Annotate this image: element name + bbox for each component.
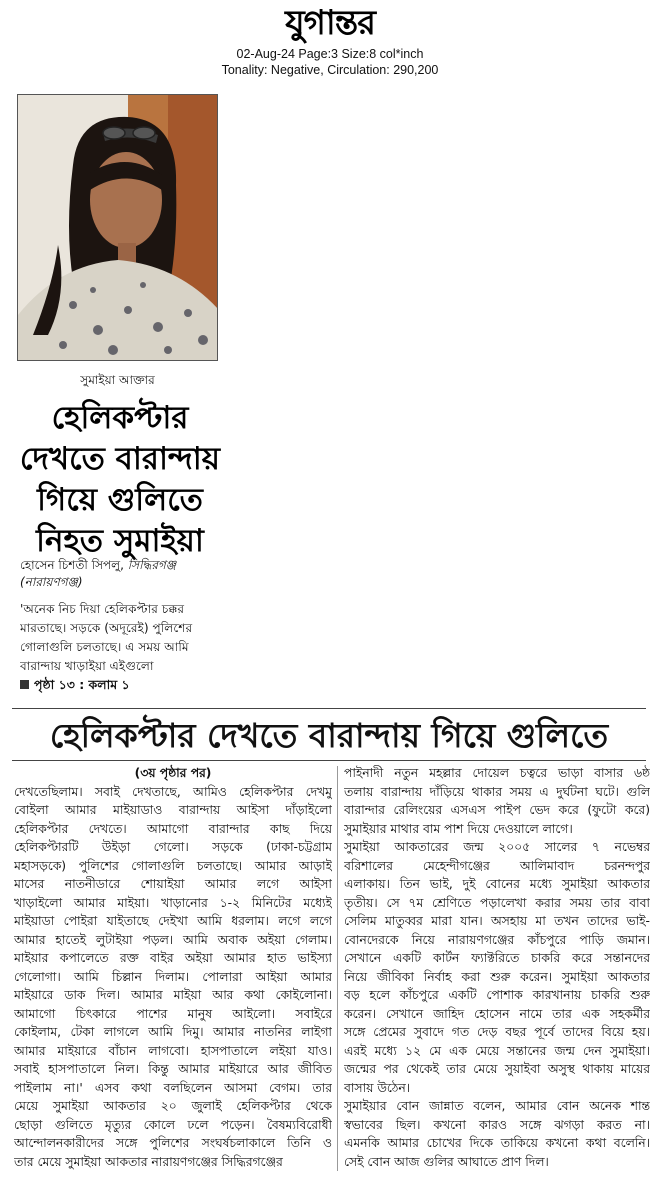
article-line: করেন। সেখানে জাহিদ হোসেন নামে তার এক সহকর্মীর bbox=[344, 1006, 650, 1021]
article-line: গেলোগা। আমি চিল্লান দিলাম। পোলারা আইয়া আমার bbox=[14, 969, 332, 984]
article-line: তলায় বারান্দায় দাঁড়িয়ে থাকার সময় এ দুর্ঘটনা ঘটে। গুলি bbox=[344, 784, 650, 799]
right-column-text bbox=[344, 764, 650, 1171]
article-line: খাড়াইলো আমার মাইয়া। খাড়ানোর ১-২ মিনিটের মধ্যেই bbox=[14, 895, 332, 910]
article-line: পাইনাদী নতুন মহল্লার দোয়েল চত্বরে ভাড়া বাসার ৬ষ্ঠ bbox=[344, 766, 650, 780]
front-headline-line: হেলিকপ্টার bbox=[51, 400, 189, 436]
article-line: তৃতীয়। সে ৭ম শ্রেণিতে পড়ালেখা করার সময় তার বাবা bbox=[344, 895, 650, 910]
photo-caption: সুমাইয়া আক্তার bbox=[80, 373, 155, 387]
teaser-line: বারান্দায় খাড়াইয়া এইগুলো bbox=[20, 659, 154, 673]
article-line: পাইলাম না।' এসব কথা বলছিলেন আসমা বেগম। তার bbox=[14, 1080, 332, 1095]
article-line: সুমাইয়ার মাথার বাম পাশ দিয়ে দেওয়ালে লাগে। bbox=[344, 821, 573, 836]
article-column-right bbox=[344, 764, 650, 1171]
section-divider-top bbox=[12, 708, 646, 709]
article-line: আমার মাইয়ারে বাঁচান লাগবো। হাসপাতালে লইয়া যাও। bbox=[14, 1043, 332, 1058]
clipping-meta-date-page: 02-Aug-24 Page:3 Size:8 col*inch bbox=[236, 47, 424, 61]
column-divider bbox=[337, 766, 338, 1171]
teaser-text bbox=[20, 600, 220, 676]
article-line: আন্দোলনকারীদের সঙ্গে পুলিশের সংঘর্ষচলাকালে তিনি ও bbox=[14, 1136, 332, 1150]
article-line: বাসায় উঠেন। bbox=[344, 1080, 411, 1095]
article-line: মাইয়াডা পোইরা যাইতাছে দেইখা আমি ধরলাম। লগে লগে bbox=[14, 914, 332, 928]
jump-reference bbox=[20, 677, 220, 697]
front-headline bbox=[17, 398, 223, 562]
square-bullet-icon bbox=[20, 680, 29, 689]
article-line: সেখানে একটি কার্টন ফ্যাক্টরিতে চাকরি করে সন্তানদের bbox=[344, 951, 650, 965]
article-line: মহাসড়কে) পুলিশের গোলাগুলি চলতাছে। আমার আড়াই bbox=[14, 858, 332, 873]
article-line: ছোড়া গুলিতে মৃত্যুর কোলে ঢলে পড়েন। বৈষম্যবিরোধী bbox=[14, 1117, 332, 1132]
article-line: বোনদেরকে নিয়ে নারায়ণগঞ্জের কাঁচপুরে পাড়ি জমান। bbox=[344, 932, 650, 947]
left-column-text bbox=[14, 783, 332, 1172]
article-line: আমার হাতেই লুটাইয়া পড়ল। আমি অবাক অইয়া গেলাম। bbox=[14, 932, 332, 947]
front-headline-line: নিহত সুমাইয়া bbox=[36, 523, 204, 559]
front-headline-line: দেখতে বারান্দায় bbox=[19, 441, 221, 477]
byline bbox=[20, 557, 225, 591]
article-line: নিয়ে জীবিকা নির্বাহ করা শুরু করেন। সুমাইয়া আকতার bbox=[344, 969, 650, 984]
article-line: বড় হলে কাঁচপুরে একটি পোশাক কারখানায় চাকরি শুরু bbox=[344, 988, 650, 1002]
article-column-left bbox=[14, 764, 332, 1171]
section-divider-bottom bbox=[12, 760, 646, 761]
teaser-line: 'অনেক নিচ দিয়া হেলিকপ্টার চক্কর bbox=[20, 602, 185, 616]
article-line: সেলিম মাতুব্বর মারা যান। অসহায় মা তখন তাদের ভাই- bbox=[344, 914, 650, 928]
byline-district: (নারায়ণগঞ্জ) bbox=[20, 575, 83, 589]
clipping-meta-tonality: Tonality: Negative, Circulation: 290,200 bbox=[221, 63, 439, 77]
article-line: বরিশালের মেহেন্দীগঞ্জের আলিমাবাদ চরনন্দপুর bbox=[344, 858, 650, 873]
article-line: এমনকি আমার চোখের দিকে তাকিয়ে কখনো কথা বলেনি। bbox=[344, 1136, 650, 1150]
article-line: মাইয়ারে ডাক দিল। আমার মাইয়া আর কথা কোইলোনা। bbox=[14, 988, 332, 1002]
article-line: বারান্দার রেলিংয়ের এসএস পাইপ ভেদ করে (ফুটো করে) bbox=[344, 803, 650, 817]
article-line: সঙ্গে প্রেমের সুবাদে গত দেড় বছর পূর্বে তাদের বিয়ে হয়। bbox=[344, 1025, 650, 1039]
jump-text: পৃষ্ঠা ১৩ : কলাম ১ bbox=[34, 677, 130, 692]
front-headline-line: গিয়ে গুলিতে bbox=[37, 482, 203, 518]
article-line: মেয়ে সুমাইয়া আকতার ২০ জুলাই হেলিকপ্টার থেকে bbox=[14, 1099, 332, 1113]
article-line: মাইয়ার কপালেতে রক্ত বাইর অইয়া আমার হাত ভাইস্যা bbox=[14, 951, 332, 965]
byline-author: হোসেন চিশতী সিপলু, bbox=[20, 558, 124, 572]
portrait-illustration bbox=[18, 95, 218, 361]
article-line: বোইলা আমার মাইয়াডাও বারান্দায় আইসা দাঁড়াইলো bbox=[14, 803, 332, 817]
article-line: মাসের নাতনীডারে শোয়াইয়া আমার লগে আইসা bbox=[14, 877, 332, 891]
article-line: হেলিকপ্টার দেখতে। আমাগো বারান্দার কাছ দিয়ে bbox=[14, 821, 332, 836]
article-line: আমাগো চিৎকারে পাশের মানুষ আইলো। সবাইরে bbox=[14, 1006, 332, 1021]
article-line: সেই বোন আজ গুলির আঘাতে প্রাণ দিল। bbox=[344, 1154, 549, 1169]
article-line: এরই মধ্যে ১২ মে এক মেয়ে সন্তানের জন্ম দেন সুমাইয়া। bbox=[344, 1043, 650, 1058]
article-line: জন্মের পর থেকেই তার মেয়ে সুয়াইবা অসুস্থ থাকায় মায়ের bbox=[344, 1062, 650, 1076]
teaser-line: গোলাগুলি চলতাছে। এ সময় আমি bbox=[20, 640, 189, 654]
article-line: দেখতেছিলাম। সবাই দেখতাছে, আমিও হেলিকপ্টার দেখমু bbox=[14, 784, 332, 799]
article-line: কোইলাম, টেকা লাগলে আমি দিমু। আমার নাতনির লাইগা bbox=[14, 1025, 332, 1039]
portrait-photo bbox=[17, 94, 218, 361]
article-line: তার মেয়ে সুমাইয়া আকতার নারায়ণগঞ্জের সিদ্ধিরগঞ্জের bbox=[14, 1154, 283, 1169]
byline-place: সিদ্ধিরগঞ্জ bbox=[123, 558, 177, 572]
article-line: সবাই হাসপাতালে নিল। কিন্তু আমার মাইয়ারে আর জীবিত bbox=[14, 1062, 332, 1076]
continuation-headline: হেলিকপ্টার দেখতে বারান্দায় গিয়ে গুলিতে bbox=[49, 716, 609, 755]
continued-from-label: (৩য় পৃষ্ঠার পর) bbox=[134, 766, 212, 780]
article-line: হেলিকপ্টারটি উইড়া গেলো। সড়কে (ঢাকা-চট্টগ্রাম bbox=[14, 840, 332, 854]
article-line: সুমাইয়া আকতারের জন্ম ২০০৫ সালের ৭ নভেম্বর bbox=[344, 840, 650, 854]
article-line: এলাকায়। তিন ভাই, দুই বোনের মধ্যে সুমাইয়া আকতার bbox=[344, 877, 650, 891]
article-line: সুমাইয়ার বোন জান্নাত বলেন, আমার বোন অনেক শান্ত bbox=[344, 1099, 650, 1113]
teaser-line: মারতাছে। সড়কে (অদূরেই) পুলিশের bbox=[20, 621, 193, 635]
newspaper-logo: যুগান্তর bbox=[285, 3, 375, 43]
article-line: স্বভাবের ছিল। কখনো কারও সঙ্গে ঝগড়া করত না। bbox=[344, 1117, 650, 1132]
